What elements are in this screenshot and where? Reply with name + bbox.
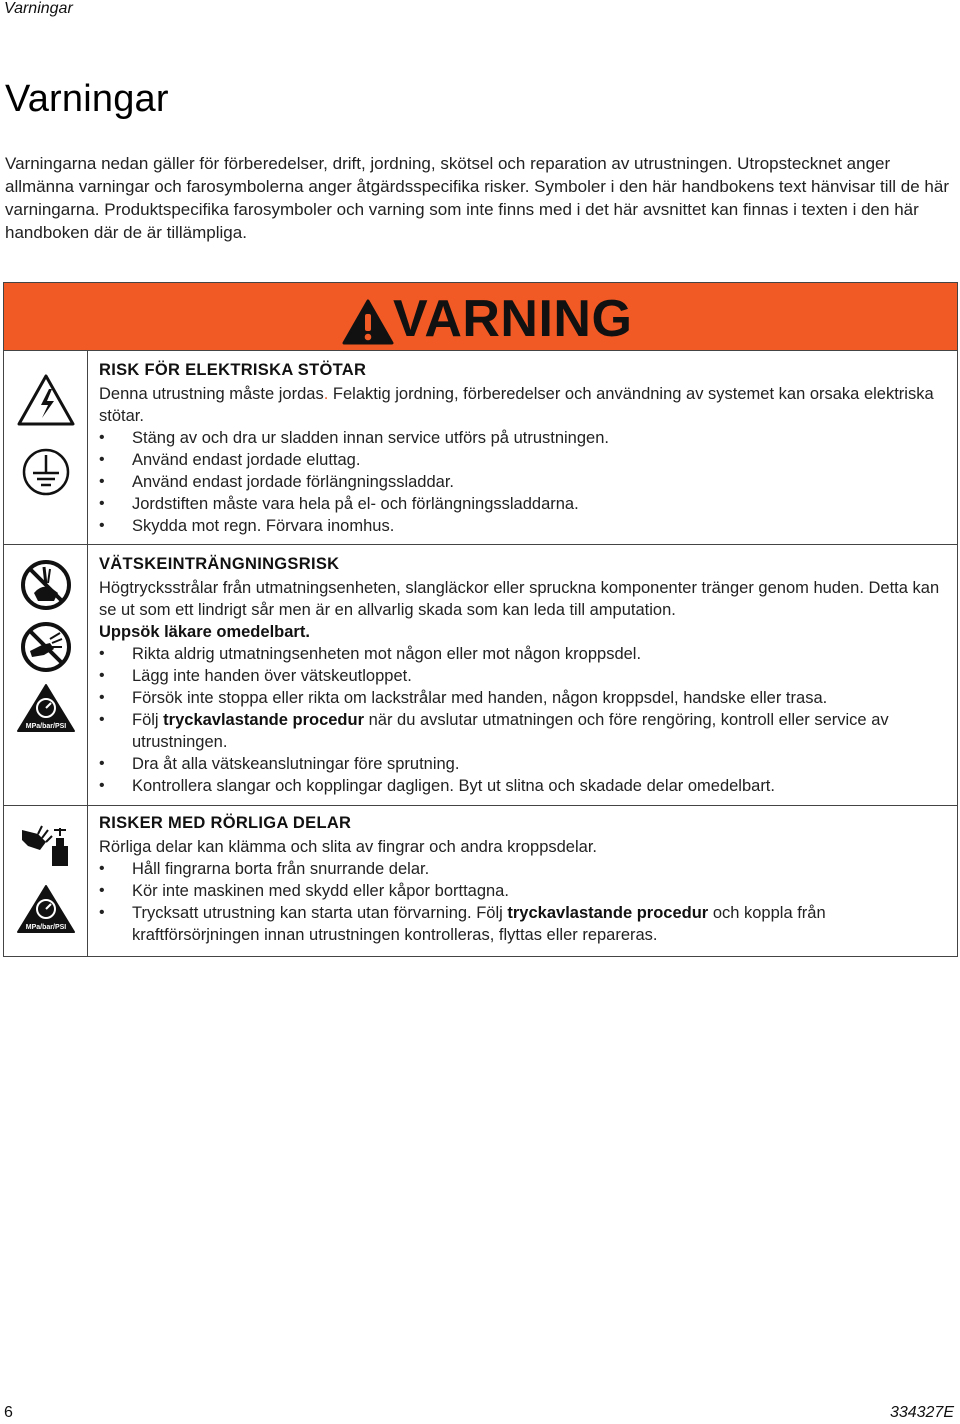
page-title: Varningar [5, 78, 169, 120]
warning-row-injection [4, 545, 957, 806]
ground-icon [21, 447, 71, 497]
content-column [88, 351, 957, 544]
warning-word: VARNING [393, 290, 633, 348]
content-column [88, 806, 957, 956]
warning-row-electric [4, 351, 957, 545]
pressure-gauge-icon [16, 683, 76, 733]
gauge-label: MPa/bar/PSI [25, 723, 66, 730]
skin-injection-icon [20, 559, 72, 611]
icon-column [4, 806, 88, 956]
footer-doc-number: 334327E [889, 1404, 954, 1421]
list-item: • Dra åt alla vätskeanslutningar före sprutning. [99, 753, 949, 775]
list-item: • Rikta aldrig utmatningsenheten mot någon eller mot någon kroppsdel. [99, 643, 949, 665]
icon-column [4, 351, 88, 544]
content-column [88, 545, 957, 805]
section-title: VÄTSKEINTRÄNGNINGSRISK [99, 555, 340, 573]
running-head: Varningar [4, 0, 73, 17]
no-hand-icon [20, 621, 72, 673]
bullet-list [99, 643, 949, 797]
list-item: • Följ tryckavlastande procedur när du avslutar utmatningen och före rengöring, kontroll eller service av utrustningen. [99, 709, 949, 753]
section-paragraph-bold: Uppsök läkare omedelbart. [99, 623, 310, 641]
pressure-gauge-icon [16, 884, 76, 934]
list-item: • Kör inte maskinen med skydd eller kåpor borttagna. [99, 880, 949, 902]
gauge-label: MPa/bar/PSI [25, 924, 66, 931]
bullet-list [99, 427, 949, 537]
bullet-list [99, 858, 949, 946]
list-item: • Använd endast jordade förlängningssladdar. [99, 471, 949, 493]
section-paragraph: Denna utrustning måste jordas. Felaktig jordning, förberedelser och användning av systemet kan orsaka elektriska stötar. [99, 385, 934, 425]
electric-shock-icon [16, 373, 76, 427]
list-item: • Stäng av och dra ur sladden innan service utförs på utrustningen. [99, 427, 949, 449]
list-item: • Trycksatt utrustning kan starta utan förvarning. Följ tryckavlastande procedur och koppla från kraftförsörjningen innan utrustningen kontrolleras, flyttas eller repareras. [99, 902, 949, 946]
footer-page-number: 6 [4, 1404, 13, 1421]
list-item: • Kontrollera slangar och kopplingar dagligen. Byt ut slitna och skadade delar omedelbart. [99, 775, 949, 797]
icon-column [4, 545, 88, 805]
section-paragraph: Högtrycksstrålar från utmatningsenheten, slangläckor eller spruckna komponenter tränger genom huden. Detta kan se ut som ett lindrigt sår men är en allvarlig skada som kan leda till amputation. [99, 579, 940, 619]
warning-table [3, 282, 958, 957]
section-title: RISK FÖR ELEKTRISKA STÖTAR [99, 361, 367, 379]
moving-parts-icon [18, 820, 74, 870]
intro-paragraph: Varningarna nedan gäller för förberedelser, drift, jordning, skötsel och reparation av utrustningen. Utropstecknet anger allmänna varningar och farosymbolerna anger åtgärdsspecifika risker. Symboler i den här handbokens text hänvisar till de här varningarna. Produktspecifika farosymboler och varning som inte finns med i det här avsnittet kan finnas i texten i den här handboken där de är tillämpliga. [5, 154, 950, 242]
section-paragraph: Rörliga delar kan klämma och slita av fingrar och andra kroppsdelar. [99, 838, 597, 856]
list-item: • Försök inte stoppa eller rikta om lackstrålar med handen, någon kroppsdel, handske eller trasa. [99, 687, 949, 709]
section-title: RISKER MED RÖRLIGA DELAR [99, 814, 352, 832]
warning-header [4, 283, 957, 351]
list-item: • Använd endast jordade eluttag. [99, 449, 949, 471]
warning-row-moving-parts [4, 806, 957, 956]
warning-triangle-icon [342, 299, 394, 345]
list-item: • Jordstiften måste vara hela på el- och förlängningssladdarna. [99, 493, 949, 515]
list-item: • Skydda mot regn. Förvara inomhus. [99, 515, 949, 537]
list-item: • Håll fingrarna borta från snurrande delar. [99, 858, 949, 880]
list-item: • Lägg inte handen över vätskeutloppet. [99, 665, 949, 687]
